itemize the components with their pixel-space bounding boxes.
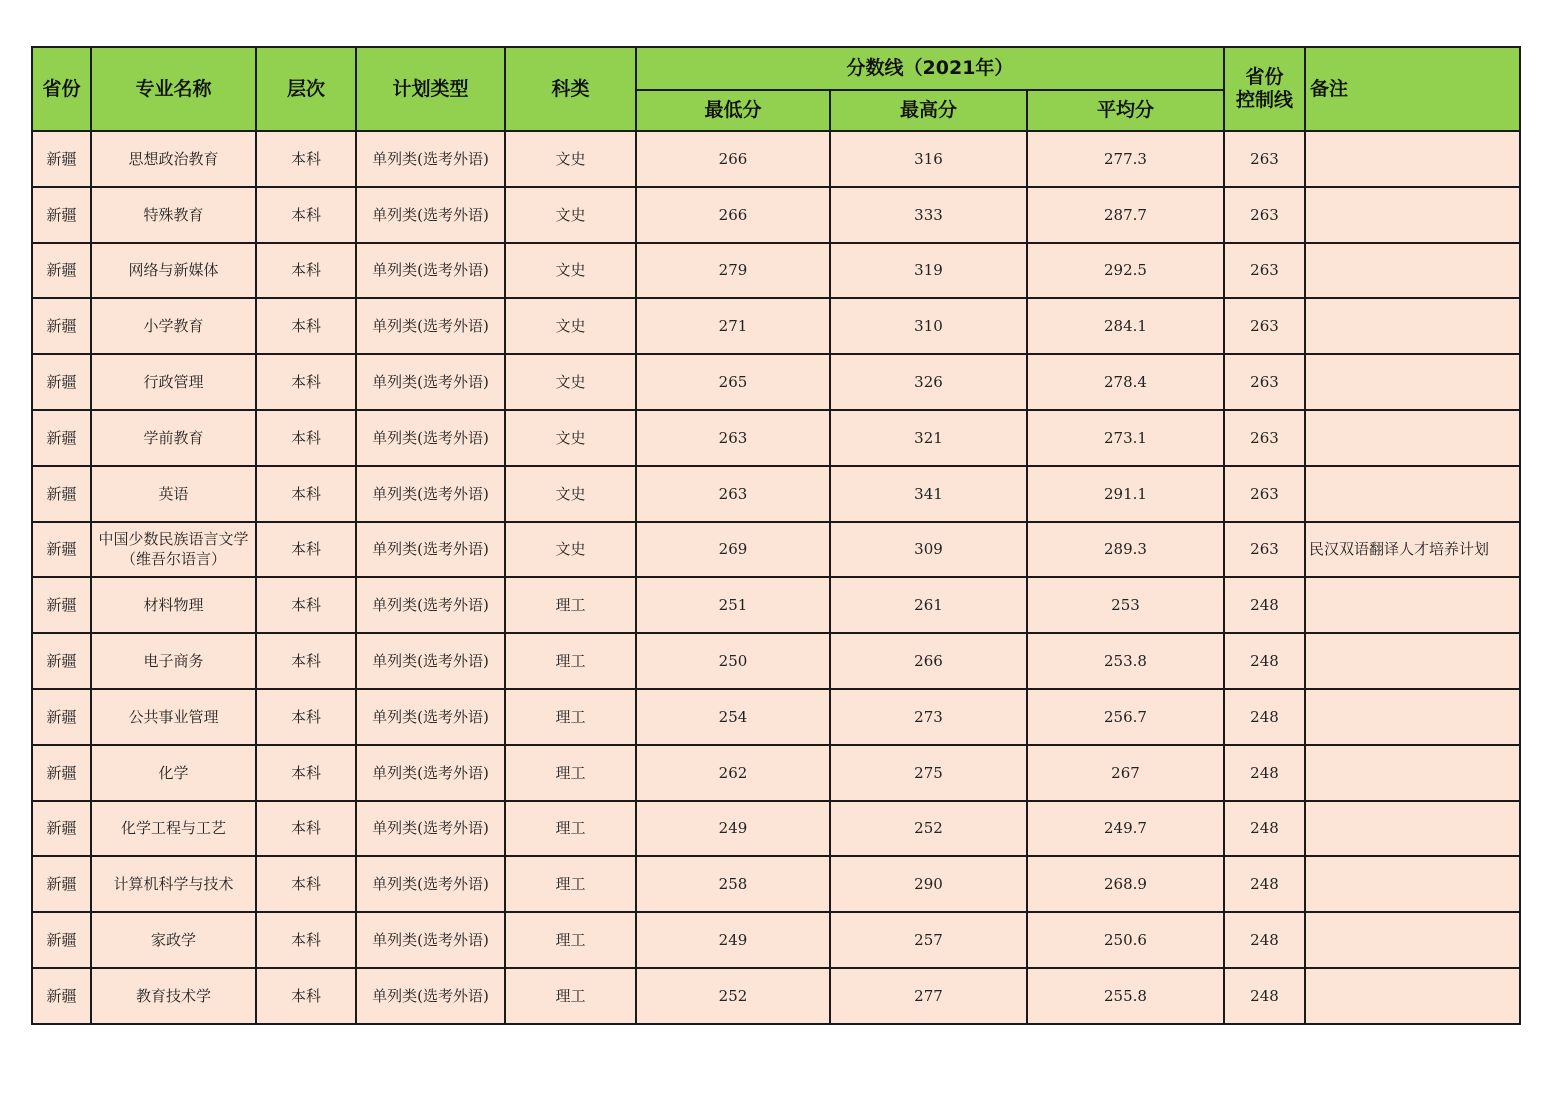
- cell-min-score: 251: [636, 577, 830, 633]
- cell-max-score: 321: [830, 410, 1027, 466]
- cell-level: 本科: [256, 633, 356, 689]
- cell-control-line: 248: [1224, 968, 1305, 1024]
- cell-category: 文史: [505, 522, 636, 578]
- cell-remark: [1305, 856, 1520, 912]
- cell-min-score: 266: [636, 187, 830, 243]
- table-row: [32, 298, 1520, 354]
- cell-province: 新疆: [32, 298, 91, 354]
- cell-control-line: 248: [1224, 745, 1305, 801]
- cell-category: 理工: [505, 745, 636, 801]
- cell-avg-score: 267: [1027, 745, 1224, 801]
- cell-category: 理工: [505, 912, 636, 968]
- cell-province: 新疆: [32, 522, 91, 578]
- cell-avg-score: 249.7: [1027, 801, 1224, 857]
- cell-min-score: 269: [636, 522, 830, 578]
- cell-min-score: 254: [636, 689, 830, 745]
- cell-max-score: 275: [830, 745, 1027, 801]
- cell-max-score: 316: [830, 131, 1027, 187]
- cell-plan-type: 单列类(选考外语): [356, 131, 505, 187]
- cell-max-score: 290: [830, 856, 1027, 912]
- cell-control-line: 248: [1224, 577, 1305, 633]
- cell-max-score: 257: [830, 912, 1027, 968]
- cell-max-score: 261: [830, 577, 1027, 633]
- cell-level: 本科: [256, 577, 356, 633]
- cell-remark: [1305, 298, 1520, 354]
- cell-avg-score: 277.3: [1027, 131, 1224, 187]
- cell-category: 文史: [505, 298, 636, 354]
- cell-category: 文史: [505, 187, 636, 243]
- table-row: [32, 689, 1520, 745]
- table-row: [32, 801, 1520, 857]
- header-category: 科类: [505, 47, 636, 131]
- cell-avg-score: 253: [1027, 577, 1224, 633]
- cell-avg-score: 256.7: [1027, 689, 1224, 745]
- cell-category: 文史: [505, 466, 636, 522]
- cell-remark: [1305, 410, 1520, 466]
- cell-level: 本科: [256, 187, 356, 243]
- header-remark: 备注: [1305, 47, 1520, 131]
- header-avg-score: 平均分: [1027, 90, 1224, 131]
- cell-control-line: 263: [1224, 522, 1305, 578]
- cell-province: 新疆: [32, 801, 91, 857]
- cell-major: 材料物理: [91, 577, 256, 633]
- cell-min-score: 266: [636, 131, 830, 187]
- cell-major: 特殊教育: [91, 187, 256, 243]
- cell-plan-type: 单列类(选考外语): [356, 187, 505, 243]
- cell-remark: [1305, 354, 1520, 410]
- cell-max-score: 333: [830, 187, 1027, 243]
- cell-province: 新疆: [32, 466, 91, 522]
- cell-max-score: 326: [830, 354, 1027, 410]
- cell-control-line: 263: [1224, 354, 1305, 410]
- cell-remark: [1305, 633, 1520, 689]
- cell-level: 本科: [256, 410, 356, 466]
- cell-max-score: 252: [830, 801, 1027, 857]
- cell-level: 本科: [256, 466, 356, 522]
- cell-max-score: 277: [830, 968, 1027, 1024]
- cell-level: 本科: [256, 298, 356, 354]
- cell-province: 新疆: [32, 968, 91, 1024]
- cell-plan-type: 单列类(选考外语): [356, 968, 505, 1024]
- cell-control-line: 248: [1224, 912, 1305, 968]
- cell-major: 英语: [91, 466, 256, 522]
- cell-max-score: 310: [830, 298, 1027, 354]
- cell-control-line: 248: [1224, 801, 1305, 857]
- cell-remark: [1305, 689, 1520, 745]
- cell-avg-score: 289.3: [1027, 522, 1224, 578]
- cell-province: 新疆: [32, 856, 91, 912]
- cell-plan-type: 单列类(选考外语): [356, 689, 505, 745]
- header-level: 层次: [256, 47, 356, 131]
- cell-avg-score: 278.4: [1027, 354, 1224, 410]
- cell-level: 本科: [256, 522, 356, 578]
- cell-category: 理工: [505, 968, 636, 1024]
- table-row: [32, 466, 1520, 522]
- table-row: [32, 856, 1520, 912]
- cell-avg-score: 292.5: [1027, 243, 1224, 299]
- cell-remark: [1305, 745, 1520, 801]
- cell-max-score: 341: [830, 466, 1027, 522]
- cell-major: 公共事业管理: [91, 689, 256, 745]
- cell-plan-type: 单列类(选考外语): [356, 354, 505, 410]
- cell-major: 化学: [91, 745, 256, 801]
- cell-max-score: 273: [830, 689, 1027, 745]
- cell-province: 新疆: [32, 745, 91, 801]
- cell-remark: [1305, 912, 1520, 968]
- cell-level: 本科: [256, 745, 356, 801]
- cell-province: 新疆: [32, 410, 91, 466]
- table-row: [32, 243, 1520, 299]
- cell-control-line: 263: [1224, 131, 1305, 187]
- cell-plan-type: 单列类(选考外语): [356, 410, 505, 466]
- cell-major: 电子商务: [91, 633, 256, 689]
- cell-major: 学前教育: [91, 410, 256, 466]
- cell-control-line: 263: [1224, 243, 1305, 299]
- cell-min-score: 265: [636, 354, 830, 410]
- cell-avg-score: 268.9: [1027, 856, 1224, 912]
- cell-major: 小学教育: [91, 298, 256, 354]
- cell-avg-score: 253.8: [1027, 633, 1224, 689]
- cell-major: 教育技术学: [91, 968, 256, 1024]
- cell-remark: [1305, 968, 1520, 1024]
- cell-province: 新疆: [32, 354, 91, 410]
- cell-plan-type: 单列类(选考外语): [356, 912, 505, 968]
- cell-level: 本科: [256, 689, 356, 745]
- cell-control-line: 263: [1224, 187, 1305, 243]
- cell-avg-score: 284.1: [1027, 298, 1224, 354]
- cell-plan-type: 单列类(选考外语): [356, 577, 505, 633]
- cell-min-score: 263: [636, 410, 830, 466]
- cell-category: 理工: [505, 856, 636, 912]
- cell-control-line: 248: [1224, 689, 1305, 745]
- cell-control-line: 248: [1224, 633, 1305, 689]
- cell-plan-type: 单列类(选考外语): [356, 801, 505, 857]
- table-row: [32, 968, 1520, 1024]
- table-row: [32, 131, 1520, 187]
- cell-province: 新疆: [32, 577, 91, 633]
- cell-category: 文史: [505, 243, 636, 299]
- cell-category: 文史: [505, 354, 636, 410]
- cell-max-score: 266: [830, 633, 1027, 689]
- cell-major: 行政管理: [91, 354, 256, 410]
- cell-major: 化学工程与工艺: [91, 801, 256, 857]
- table-row: [32, 745, 1520, 801]
- cell-min-score: 250: [636, 633, 830, 689]
- cell-avg-score: 273.1: [1027, 410, 1224, 466]
- header-control-line: 省份 控制线: [1224, 47, 1305, 131]
- table-row: [32, 522, 1520, 578]
- cell-major: 网络与新媒体: [91, 243, 256, 299]
- cell-control-line: 263: [1224, 410, 1305, 466]
- header-major: 专业名称: [91, 47, 256, 131]
- header-plan-type: 计划类型: [356, 47, 505, 131]
- cell-province: 新疆: [32, 131, 91, 187]
- cell-control-line: 248: [1224, 856, 1305, 912]
- cell-plan-type: 单列类(选考外语): [356, 243, 505, 299]
- table-row: [32, 633, 1520, 689]
- cell-level: 本科: [256, 912, 356, 968]
- cell-plan-type: 单列类(选考外语): [356, 745, 505, 801]
- cell-plan-type: 单列类(选考外语): [356, 633, 505, 689]
- cell-remark: [1305, 131, 1520, 187]
- cell-level: 本科: [256, 801, 356, 857]
- cell-province: 新疆: [32, 633, 91, 689]
- cell-min-score: 262: [636, 745, 830, 801]
- header-province: 省份: [32, 47, 91, 131]
- cell-remark: [1305, 187, 1520, 243]
- cell-control-line: 263: [1224, 466, 1305, 522]
- cell-major: 家政学: [91, 912, 256, 968]
- cell-avg-score: 255.8: [1027, 968, 1224, 1024]
- cell-level: 本科: [256, 131, 356, 187]
- admission-score-table: [31, 46, 1521, 1025]
- cell-avg-score: 287.7: [1027, 187, 1224, 243]
- cell-min-score: 271: [636, 298, 830, 354]
- cell-category: 理工: [505, 633, 636, 689]
- cell-min-score: 263: [636, 466, 830, 522]
- cell-province: 新疆: [32, 689, 91, 745]
- cell-category: 理工: [505, 801, 636, 857]
- cell-plan-type: 单列类(选考外语): [356, 856, 505, 912]
- cell-province: 新疆: [32, 243, 91, 299]
- cell-avg-score: 291.1: [1027, 466, 1224, 522]
- cell-min-score: 249: [636, 801, 830, 857]
- cell-major: 计算机科学与技术: [91, 856, 256, 912]
- cell-plan-type: 单列类(选考外语): [356, 466, 505, 522]
- table-row: [32, 577, 1520, 633]
- cell-category: 文史: [505, 410, 636, 466]
- cell-province: 新疆: [32, 912, 91, 968]
- cell-remark: [1305, 466, 1520, 522]
- cell-remark: [1305, 801, 1520, 857]
- table-row: [32, 410, 1520, 466]
- cell-category: 文史: [505, 131, 636, 187]
- cell-level: 本科: [256, 243, 356, 299]
- header-min-score: 最低分: [636, 90, 830, 131]
- cell-level: 本科: [256, 856, 356, 912]
- table-header: [32, 47, 1520, 131]
- cell-max-score: 319: [830, 243, 1027, 299]
- header-score-group: 分数线（2021年）: [636, 47, 1224, 90]
- table-row: [32, 354, 1520, 410]
- cell-level: 本科: [256, 968, 356, 1024]
- header-max-score: 最高分: [830, 90, 1027, 131]
- cell-min-score: 252: [636, 968, 830, 1024]
- cell-category: 理工: [505, 577, 636, 633]
- table-row: [32, 187, 1520, 243]
- cell-remark: [1305, 577, 1520, 633]
- cell-avg-score: 250.6: [1027, 912, 1224, 968]
- cell-level: 本科: [256, 354, 356, 410]
- cell-max-score: 309: [830, 522, 1027, 578]
- cell-major: 中国少数民族语言文学（维吾尔语言）: [91, 522, 256, 578]
- cell-min-score: 258: [636, 856, 830, 912]
- table-row: [32, 912, 1520, 968]
- cell-province: 新疆: [32, 187, 91, 243]
- cell-remark: 民汉双语翻译人才培养计划: [1305, 522, 1520, 578]
- cell-min-score: 279: [636, 243, 830, 299]
- cell-remark: [1305, 243, 1520, 299]
- cell-plan-type: 单列类(选考外语): [356, 298, 505, 354]
- cell-plan-type: 单列类(选考外语): [356, 522, 505, 578]
- cell-major: 思想政治教育: [91, 131, 256, 187]
- cell-min-score: 249: [636, 912, 830, 968]
- table-body: [32, 131, 1520, 1024]
- cell-control-line: 263: [1224, 298, 1305, 354]
- cell-category: 理工: [505, 689, 636, 745]
